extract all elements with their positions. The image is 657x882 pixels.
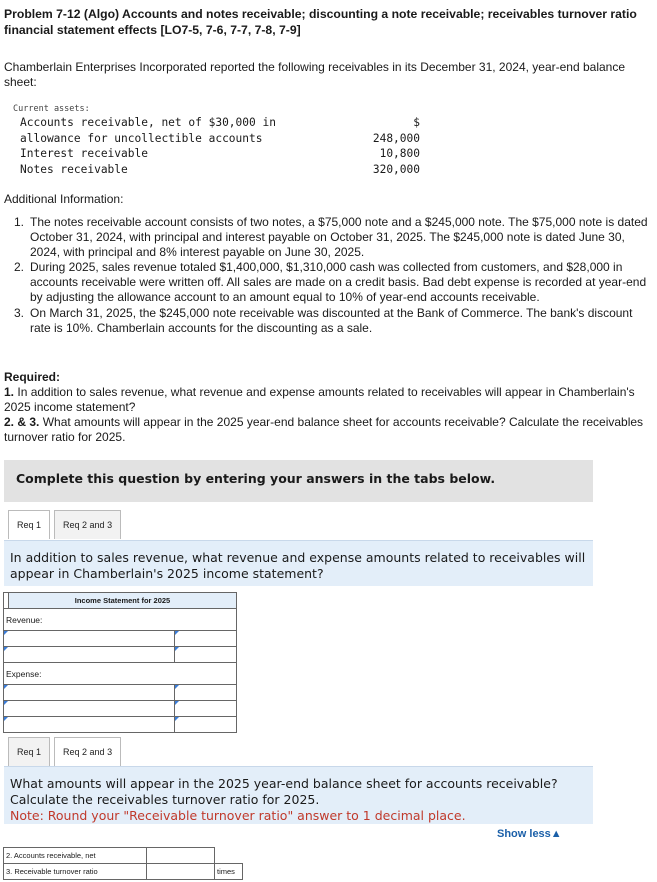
list-number: 3. [14,305,25,320]
tab-req-1[interactable]: Req 1 [8,737,50,766]
list-text: The notes receivable account consists of two notes, a $75,000 note and a $245,000 note. The $75,000 note is dated October 31, 2024, with principal and interest payable on October 31, 2025. The $245,000 note is dated June 30, 2024, with principal and 8% interest payable on June 30, 2025. [30,215,648,259]
list-text: During 2025, sales revenue totaled $1,400,000, $1,310,000 cash was collected from customers, and $28,000 in accounts receivable were written off. All sales are made on a credit basis. Bad debt expense is recorded at year-end by adjusting the allowance account to an amount equal to 10% of year-end accounts receivable. [30,260,647,304]
required-heading: Required: [4,370,61,384]
tab-req-2-and-3[interactable]: Req 2 and 3 [54,510,121,539]
revenue-amount-input[interactable] [175,647,237,663]
show-less-link[interactable]: Show less▲ [497,828,562,840]
q1-text: In addition to sales revenue, what revenue and expense amounts related to receivables will appear in Chamberlain's 2025 income statement? [4,385,635,414]
intro-text: Chamberlain Enterprises Incorporated reported the following receivables in its December 31, 2024, year-end balance sheet: [4,60,626,89]
turnover-ratio-input[interactable] [147,864,215,880]
tab-bar [8,510,121,539]
tab-bar [8,737,121,766]
row-value: 10,800 [379,147,420,160]
list-number: 2. [14,260,25,275]
expense-label: Expense: [4,663,237,685]
turnover-ratio-label: 3. Receivable turnover ratio [4,864,147,880]
expense-account-input[interactable] [4,685,175,701]
row-label: Accounts receivable, net of $30,000 in [20,116,276,129]
revenue-account-input[interactable] [4,631,175,647]
current-assets-heading: Current assets: [13,104,90,114]
list-number: 1. [14,215,25,229]
balance-sheet-row [20,146,430,162]
req23-question-box [4,766,593,824]
list-item [14,260,654,304]
tab-req-1[interactable]: Req 1 [8,510,50,539]
balance-sheet-answer-table [3,847,243,880]
expense-account-input[interactable] [4,717,175,733]
req23-question: What amounts will appear in the 2025 year-end balance sheet for accounts receivable? Calculate the receivables turnover ratio for 2025. [10,776,558,807]
req1-question: In addition to sales revenue, what revenue and expense amounts related to receivables will appear in Chamberlain's 2025 income statement? [4,540,593,586]
q23-text: What amounts will appear in the 2025 year-end balance sheet for accounts receivable? Calculate the receivables turnover ratio for 2025. [4,415,644,444]
balance-sheet-row [20,131,430,147]
balance-sheet-table [20,115,430,177]
accounts-receivable-label: 2. Accounts receivable, net [4,848,147,864]
row-label: Interest receivable [20,147,148,160]
balance-sheet-row [20,162,430,178]
balance-sheet-row [20,115,430,131]
req23-note: Note: Round your "Receivable turnover ratio" answer to 1 decimal place. [10,808,466,823]
expense-amount-input[interactable] [175,701,237,717]
tab-req-2-and-3[interactable]: Req 2 and 3 [54,737,121,766]
list-text: On March 31, 2025, the $245,000 note receivable was discounted at the Bank of Commerce. The bank's discount rate is 10%. Chamberlain accounts for the discounting as a sale. [30,305,633,335]
instructions-banner: Complete this question by entering your answers in the tabs below. [4,460,593,502]
accounts-receivable-input[interactable] [147,848,215,864]
row-value: $ [413,116,420,129]
list-item [14,215,654,259]
q23-number: 2. & 3. [4,415,40,429]
table-header: Income Statement for 2025 [9,593,237,609]
problem-title: Problem 7-12 (Algo) Accounts and notes receivable; discounting a note receivable; receivables turnover ratio financial statement effects [LO7-5, 7-6, 7-7, 7-8, 7-9] [4,7,637,37]
row-label: Notes receivable [20,162,128,176]
revenue-label: Revenue: [4,609,237,631]
q1-number: 1. [4,385,15,399]
expense-account-input[interactable] [4,701,175,717]
turnover-unit: times [215,864,243,880]
revenue-amount-input[interactable] [175,631,237,647]
empty-unit [215,848,243,864]
expense-amount-input[interactable] [175,685,237,701]
additional-info-list [14,215,654,336]
expense-amount-input[interactable] [175,717,237,733]
row-label: allowance for uncollectible accounts [20,131,263,145]
additional-info-heading: Additional Information: [4,192,124,206]
list-item [14,306,654,336]
row-value: 248,000 [372,131,420,145]
revenue-account-input[interactable] [4,647,175,663]
required-section [4,370,644,445]
income-statement-table [3,592,237,733]
row-value: 320,000 [372,162,420,176]
